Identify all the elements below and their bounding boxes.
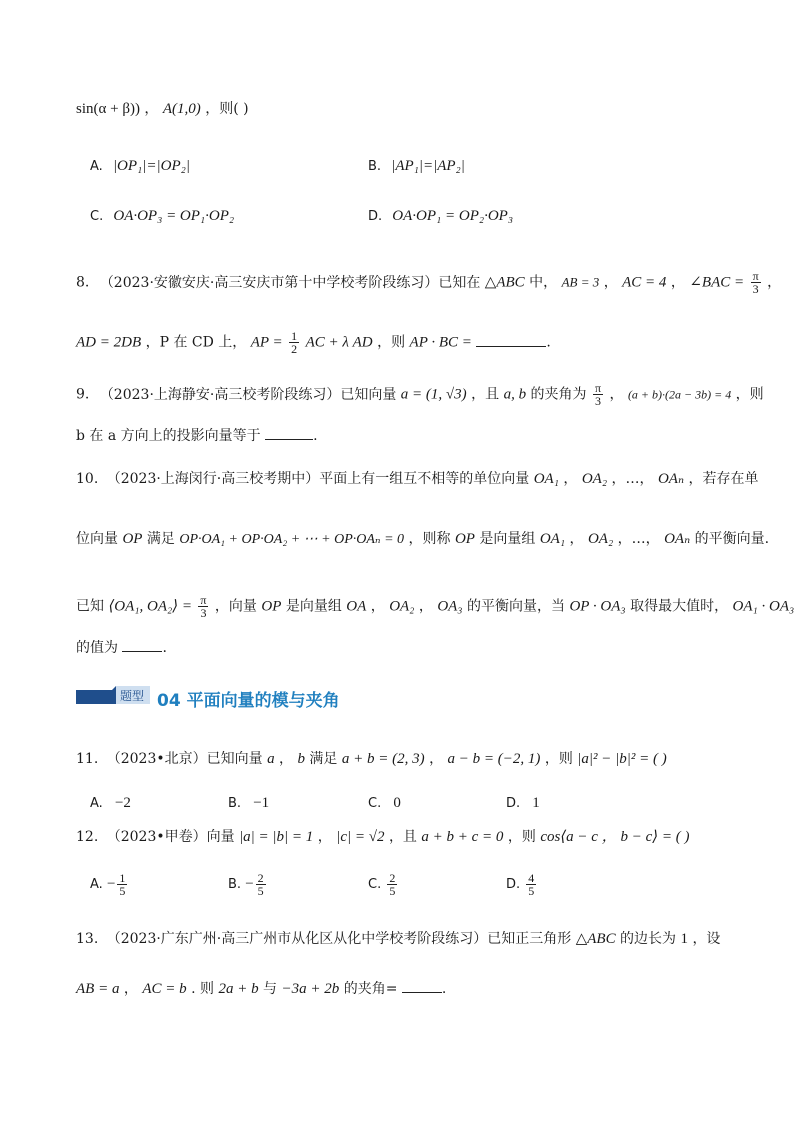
q11-option-d: D. 1 <box>506 795 540 811</box>
q9-answer-blank <box>265 438 313 440</box>
q7-then: ，则( ) <box>205 101 249 117</box>
q7-option-b: B. |AP₁|=|AP₂| <box>368 158 465 174</box>
q9-angle-fraction: $\frac{\pi}{3}$ <box>594 381 602 408</box>
q12-line-1: 12. （2023•甲卷）向量 |a| = |b| = 1 ， |c| = √2 ，且 a + b + c = 0 ，则 cos⟨a − c ， b − c⟩ = ( ) <box>76 829 690 845</box>
section-tag: 题型 <box>120 689 145 703</box>
q12-option-d: D. $\frac{4}{5}$ <box>506 871 535 898</box>
q13-line-2: AB = a ， AC = b . 则 2a + b 与 −3a + 2b 的夹角= . <box>76 981 447 997</box>
q8-half-fraction: $\frac{1}{2}$ <box>291 329 298 356</box>
q11-option-a: A. −2 <box>90 795 131 811</box>
q8-line-1: 8. （2023·安徽安庆·高三安庆市第十中学校考阶段练习）已知在 △ABC 中， AB = 3 ， AC = 4 ， ∠BAC = $\frac{\pi}{3}$ ， <box>76 269 782 296</box>
q9-line-2: b 在 a 方向上的投影向量等于 . <box>76 428 318 444</box>
q12-option-a: A. − $\frac{1}{5}$ <box>90 871 126 898</box>
q7-option-a: A. |OP₁|=|OP₂| <box>90 158 190 174</box>
q7-option-c: C. OA·OP₃ = OP₁·OP₂ <box>90 208 235 224</box>
q12-option-b: B. − $\frac{2}{5}$ <box>228 871 264 898</box>
q13-answer-blank <box>402 991 442 993</box>
q8-angle-fraction: $\frac{\pi}{3}$ <box>752 269 759 296</box>
q11-line-1: 11. （2023•北京）已知向量 a ， b 满足 a + b = (2, 3) ， a − b = (−2, 1) ，则 |a|² − |b|² = ( ) <box>76 751 667 767</box>
q7-option-d: D. OA·OP₁ = OP₂·OP₃ <box>368 208 514 224</box>
q13-line-1: 13. （2023·广东广州·高三广州市从化区从化中学校考阶段练习）已知正三角形 △ABC 的边长为 1 ，设 <box>76 931 721 947</box>
section-banner-icon <box>76 686 150 704</box>
section-title: 04 平面向量的模与夹角 <box>157 691 340 711</box>
q8-line-2: AD = 2DB ，P 在 CD 上， AP = $\frac{1}{2}$ AC + λ AD ，则 AP · BC = . <box>76 329 551 356</box>
q12-option-c: C. $\frac{2}{5}$ <box>368 871 396 898</box>
q7-expr: sin(α + β)) <box>76 101 140 117</box>
q10-line-2: 位向量 OP 满足 OP·OA₁ + OP·OA₂ + ⋯ + OP·OAₙ = 0 ，则称 OP 是向量组 OA₁ ， OA₂ ，…， OAₙ 的平衡向量. <box>76 531 770 547</box>
q10-line-1: 10. （2023·上海闵行·高三校考期中）平面上有一组互不相等的单位向量 OA₁ ， OA₂ ，…， OAₙ ，若存在单 <box>76 471 759 487</box>
q8-triangle: △ABC <box>484 274 525 291</box>
q9-line-1: 9. （2023·上海静安·高三校考阶段练习）已知向量 a = (1, √3) ，且 a, b 的夹角为 $\frac{\pi}{3}$ ， (a + b)·(2a − 3b) = 4 ，则 <box>76 381 764 408</box>
q10-angle-fraction: $\frac{\pi}{3}$ <box>200 593 207 620</box>
q10-answer-blank <box>122 650 162 652</box>
q11-option-b: B. −1 <box>228 795 270 811</box>
q7-point: A(1,0) <box>162 101 201 117</box>
q7-condition-line: sin(α + β)) ， A(1,0) ，则( ) <box>76 101 249 117</box>
q11-option-c: C. 0 <box>368 795 401 811</box>
q10-line-4: 的值为 . <box>76 640 167 656</box>
q8-answer-blank <box>476 345 546 347</box>
q10-line-3: 已知 ⟨OA₁, OA₂⟩ = $\frac{\pi}{3}$ ，向量 OP 是向量组 OA ， OA₂ ， OA₃ 的平衡向量，当 OP · OA₃ 取得最大值时， OA₁ · OA₃ <box>76 593 795 620</box>
